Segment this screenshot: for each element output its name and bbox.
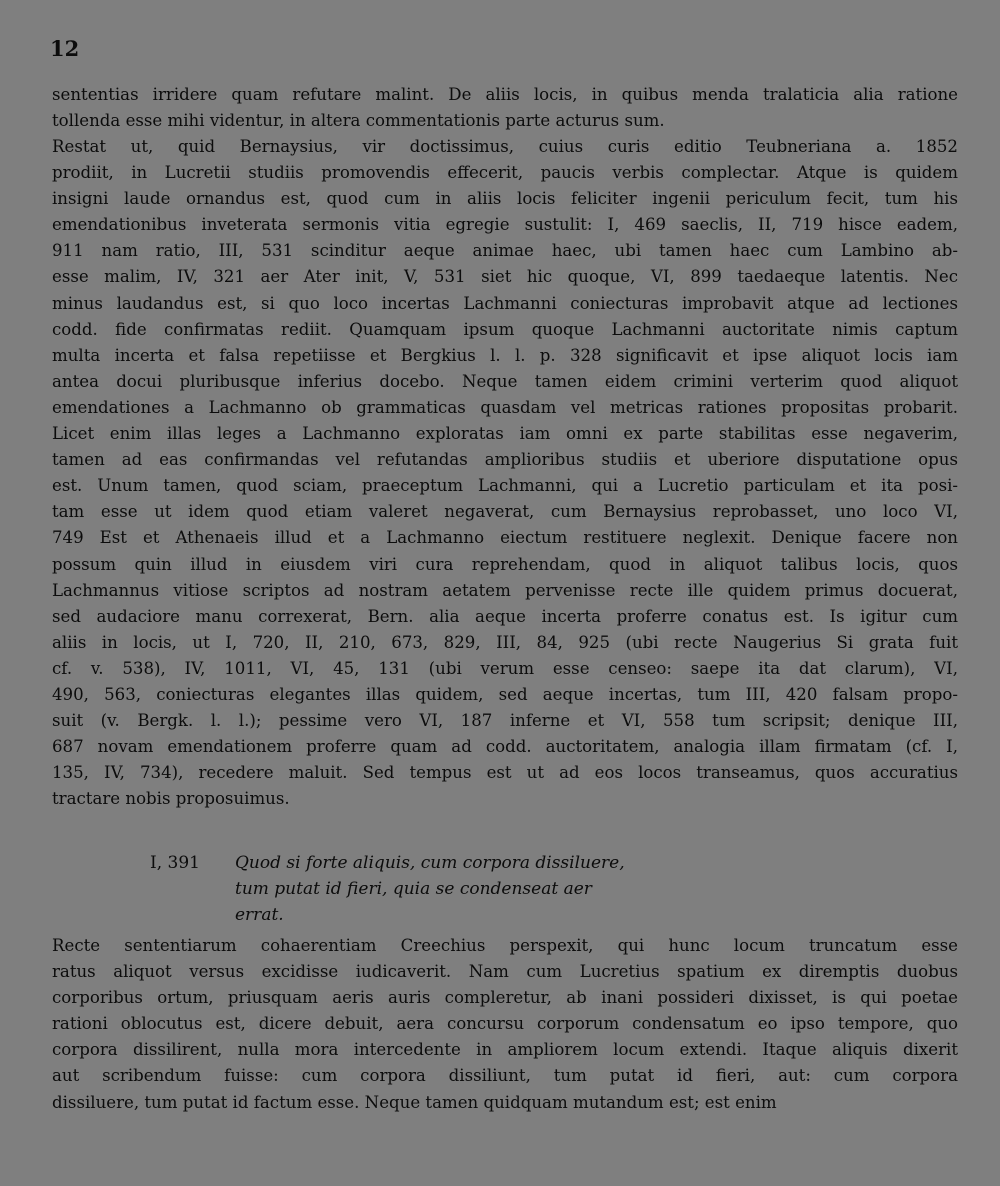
text-line: codd. fide confirmatas rediit. Quamquam ipsum quoque Lachmanni auctoritate nimis captum bbox=[52, 319, 958, 339]
text-line: prodiit, in Lucretii studiis promovendis effecerit, paucis verbis complectar. Atque is quidem bbox=[52, 163, 958, 183]
text-line: sententias irridere quam refutare malint. De aliis locis, in quibus menda tralaticia alia ratione bbox=[52, 85, 958, 104]
paragraph-2 bbox=[52, 134, 958, 812]
text-line: antea docui pluribusque inferius docebo. Neque tamen eidem crimini verterim quod aliquot bbox=[52, 371, 958, 391]
page-number: 12 bbox=[50, 36, 80, 61]
verse-line: errat. bbox=[235, 905, 284, 925]
text-line: emendationibus inveterata sermonis vitia egregie sustulit: I, 469 saeclis, II, 719 hisce eadem, bbox=[52, 215, 958, 235]
text-line: rationi oblocutus est, dicere debuit, aera concursu corporum condensatum eo ipso tempore, quo bbox=[52, 1014, 958, 1034]
text-line: 911 nam ratio, III, 531 scinditur aeque animae haec, ubi tamen haec cum Lambino ab- bbox=[52, 241, 958, 261]
text-line: dissiluere, tum putat id factum esse. Neque tamen quidquam mutandum est; est enim bbox=[52, 1092, 777, 1112]
text-line: Recte sententiarum cohaerentiam Creechius perspexit, qui hunc locum truncatum esse bbox=[52, 936, 958, 955]
text-line: est. Unum tamen, quod sciam, praeceptum Lachmanni, qui a Lucretio particulam et ita posi- bbox=[52, 476, 958, 496]
text-line: 687 novam emendationem proferre quam ad codd. auctoritatem, analogia illam firmatam (cf. I, bbox=[52, 737, 958, 757]
text-line: cf. v. 538), IV, 1011, VI, 45, 131 (ubi verum esse censeo: saepe ita dat clarum), VI, bbox=[52, 658, 958, 678]
paragraph-1 bbox=[52, 82, 958, 134]
verse-line: tum putat id fieri, quia se condenseat aer bbox=[235, 879, 592, 899]
text-line: Restat ut, quid Bernaysius, vir doctissimus, cuius curis editio Teubneriana a. 1852 bbox=[52, 137, 958, 156]
text-line: Licet enim illas leges a Lachmanno exploratas iam omni ex parte stabilitas esse negaverim, bbox=[52, 424, 958, 444]
verse-line: Quod si forte aliquis, cum corpora dissiluere, bbox=[235, 853, 625, 873]
text-line: insigni laude ornandus est, quod cum in aliis locis feliciter ingenii periculum fecit, tum his bbox=[52, 189, 958, 209]
text-line: emendationes a Lachmanno ob grammaticas quasdam vel metricas rationes propositas probarit. bbox=[52, 397, 958, 417]
verse-lines bbox=[235, 850, 625, 928]
text-line: sed audaciore manu correxerat, Bern. alia aeque incerta proferre conatus est. Is igitur cum bbox=[52, 606, 958, 626]
text-line: aliis in locis, ut I, 720, II, 210, 673, 829, III, 84, 925 (ubi recte Naugerius Si grata fuit bbox=[52, 632, 958, 652]
text-line: 749 Est et Athenaeis illud et a Lachmanno eiectum restituere neglexit. Denique facere non bbox=[52, 528, 958, 548]
text-line: suit (v. Bergk. l. l.); pessime vero VI, 187 inferne et VI, 558 tum scripsit; denique III, bbox=[52, 711, 958, 731]
text-line: esse malim, IV, 321 aer Ater init, V, 531 siet hic quoque, VI, 899 taedaeque latentis. Nec bbox=[52, 267, 958, 287]
text-line: multa incerta et falsa repetiisse et Bergkius l. l. p. 328 significavit et ipse aliquot locis iam bbox=[52, 345, 958, 365]
text-line: 135, IV, 734), recedere maluit. Sed tempus est ut ad eos locos transeamus, quos accuratius bbox=[52, 763, 958, 783]
paragraph-3 bbox=[52, 933, 958, 1116]
text-line: Lachmannus vitiose scriptos ad nostram aetatem pervenisse recte ille quidem primus docuerat, bbox=[52, 580, 958, 600]
verse-reference: I, 391 bbox=[150, 853, 200, 873]
text-line: ratus aliquot versus excidisse iudicaverit. Nam cum Lucretius spatium ex diremptis duobus bbox=[52, 962, 958, 982]
text-line: 490, 563, coniecturas elegantes illas quidem, sed aeque incertas, tum III, 420 falsam propo- bbox=[52, 684, 958, 704]
text-line: aut scribendum fuisse: cum corpora dissiliunt, tum putat id fieri, aut: cum corpora bbox=[52, 1066, 958, 1086]
text-line: corpora dissilirent, nulla mora intercedente in ampliorem locum extendi. Itaque aliquis dixerit bbox=[52, 1040, 958, 1060]
text-line: corporibus ortum, priusquam aeris auris compleretur, ab inani possideri dixisset, is qui poetae bbox=[52, 988, 958, 1008]
text-line: tollenda esse mihi videntur, in altera commentationis parte acturus sum. bbox=[52, 111, 665, 131]
text-line: tractare nobis proposuimus. bbox=[52, 789, 290, 809]
text-line: possum quin illud in eiusdem viri cura reprehendam, quod in aliquot talibus locis, quos bbox=[52, 554, 958, 574]
text-line: tamen ad eas confirmandas vel refutandas amplioribus studiis et uberiore disputatione opus bbox=[52, 450, 958, 470]
text-line: minus laudandus est, si quo loco incertas Lachmanni coniecturas improbavit atque ad lectiones bbox=[52, 293, 958, 313]
text-line: tam esse ut idem quod etiam valeret negaverat, cum Bernaysius reprobasset, uno loco VI, bbox=[52, 502, 958, 522]
